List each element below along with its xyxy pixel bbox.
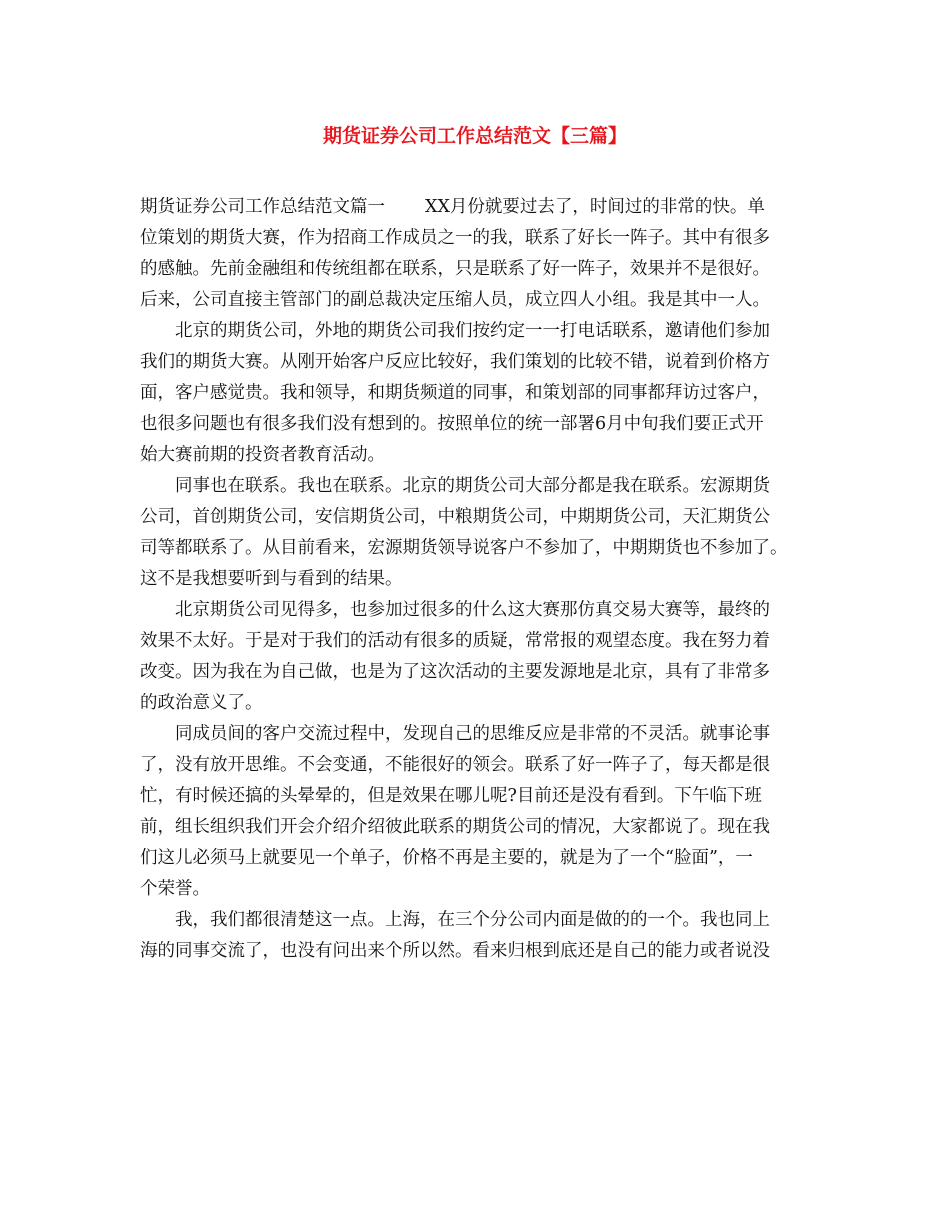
text-line: 前，组长组织我们开会介绍介绍彼此联系的期货公司的情况，大家都说了。现在我 xyxy=(140,817,770,837)
text-line: 忙，有时候还搞的头晕晕的，但是效果在哪儿呢?目前还是没有看到。下午临下班 xyxy=(140,786,762,806)
text-line: 我，我们都很清楚这一点。上海，在三个分公司内面是做的的一个。我也同上 xyxy=(140,910,770,930)
text-line: 北京的期货公司，外地的期货公司我们按约定一一打电话联系，邀请他们参加 xyxy=(140,321,770,341)
text-line: 同成员间的客户交流过程中，发现自己的思维反应是非常的不灵活。就事论事 xyxy=(140,724,770,744)
section-label: 期货证券公司工作总结范文篇一 xyxy=(140,197,385,217)
text-line: 公司，首创期货公司，安信期货公司，中粮期货公司，中期期货公司，天汇期货公 xyxy=(140,507,770,527)
text-line: 海的同事交流了，也没有问出来个所以然。看来归根到底还是自己的能力或者说没 xyxy=(140,941,770,961)
text-line: 我们的期货大赛。从刚开始客户反应比较好，我们策划的比较不错，说着到价格方 xyxy=(140,352,770,372)
document-title: 期货证券公司工作总结范文【三篇】 xyxy=(322,125,627,147)
text-line: 北京期货公司见得多，也参加过很多的什么这大赛那仿真交易大赛等，最终的 xyxy=(140,600,770,620)
text-line: 司等都联系了。从目前看来，宏源期货领导说客户不参加了，中期期货也不参加了。 xyxy=(140,538,788,558)
text-line: 位策划的期货大赛，作为招商工作成员之一的我，联系了好长一阵子。其中有很多 xyxy=(140,228,770,248)
text-line: 后来，公司直接主管部门的副总裁决定压缩人员，成立四人小组。我是其中一人。 xyxy=(140,290,770,310)
text-line: 的政治意义了。 xyxy=(140,693,263,713)
text-line: 也很多问题也有很多我们没有想到的。按照单位的统一部署6月中旬我们要正式开 xyxy=(140,414,764,434)
text-line: 个荣誉。 xyxy=(140,879,210,899)
text-line: 改变。因为我在为自己做，也是为了这次活动的主要发源地是北京，具有了非常多 xyxy=(140,662,770,682)
text-line: 面，客户感觉贵。我和领导，和期货频道的同事，和策划部的同事都拜访过客户， xyxy=(140,383,770,403)
section-first-text: XX月份就要过去了，时间过的非常的快。单 xyxy=(425,197,765,217)
text-line: 这不是我想要听到与看到的结果。 xyxy=(140,569,403,589)
text-line: 同事也在联系。我也在联系。北京的期货公司大部分都是我在联系。宏源期货 xyxy=(140,476,770,496)
text-line: 效果不太好。于是对于我们的活动有很多的质疑，常常报的观望态度。我在努力着 xyxy=(140,631,770,651)
text-line: 的感触。先前金融组和传统组都在联系，只是联系了好一阵子，效果并不是很好。 xyxy=(140,259,770,279)
text-line: 们这儿必须马上就要见一个单子，价格不再是主要的，就是为了一个“脸面”，一 xyxy=(140,848,753,868)
text-line: 了，没有放开思维。不会变通，不能很好的领会。联系了好一阵子了，每天都是很 xyxy=(140,755,770,775)
document-body xyxy=(140,192,812,967)
text-line: 始大赛前期的投资者教育活动。 xyxy=(140,445,385,465)
text-line xyxy=(140,192,812,223)
